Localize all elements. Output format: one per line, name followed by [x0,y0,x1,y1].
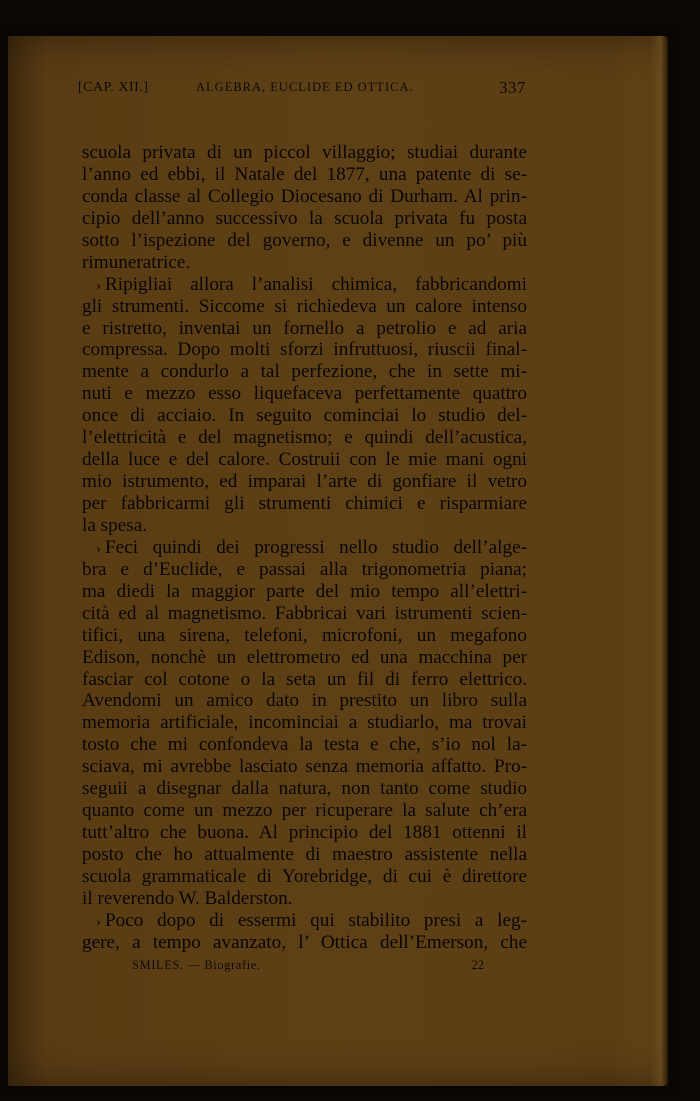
quote-mark: › [96,277,101,294]
text-line: rimuneratrice. [82,251,191,273]
text-line: l’elettricità e del magnetismo; e quindi dell’acustica, [82,427,527,449]
text-line: Feci quindi dei progressi nello studio dell’alge- [105,536,527,558]
text-line: tutt’altro che buona. Al principio del 1881 ottenni il [82,822,527,844]
text-line: scuola privata di un piccol villaggio; studiai durante [82,142,527,163]
text-line: once di acciaio. In seguito cominciai lo studio del- [82,405,527,427]
paragraph-start-line [82,274,527,296]
text-line: mio istrumento, ed imparai l’arte di gonfiare il vetro [82,471,527,493]
text-line: memoria artificiale, incominciai a studiarlo, ma trovai [82,712,527,734]
text-line: Edison, nonchè un elettrometro ed una macchina per [82,646,527,668]
chapter-title: ALGEBRA, EUCLIDE ED OTTICA. [196,80,414,94]
text-line: nuti e mezzo esso liquefaceva perfettamente quattro [82,383,527,405]
body-text [82,142,527,954]
text-line: ma diedi la maggior parte del mio tempo all’elettri- [82,580,527,602]
text-line: e ristretto, inventai un fornello a petrolio e ad aria [82,317,527,339]
text-line: l’anno ed ebbi, il Natale del 1877, una patente di se- [82,163,527,185]
page-number: 337 [499,78,526,97]
sheet-number: 22 [471,958,484,972]
text-line: tosto che mi confondeva la testa e che, s’io nol la- [82,734,527,756]
text-line: seguii a disegnar dalla natura, non tanto come studio [82,778,527,800]
text-line: sciava, mi avrebbe lasciato senza memoria affatto. Pro- [82,756,527,778]
text-line: cipio dell’anno successivo la scuola privata fu posta [82,207,527,229]
text-line: conda classe al Collegio Diocesano di Durham. Al prin- [82,185,527,207]
quote-mark: › [96,540,101,557]
text-line: gere, a tempo avanzato, l’ Ottica dell’Emerson, che [82,931,527,953]
text-line: la spesa. [82,514,148,536]
text-line: cità ed al magnetismo. Fabbricai vari istrumenti scien- [82,602,527,624]
text-line: Poco dopo di essermi qui stabilito presi a leg- [105,909,527,931]
quote-mark: › [96,913,101,930]
text-line: quanto come un mezzo per ricuperare la salute ch’era [82,800,527,822]
text-line: il reverendo W. Balderston. [82,887,293,909]
text-line: mente a condurlo a tal perfezione, che in sette mi- [82,361,527,383]
chapter-label: [CAP. XII.] [78,80,149,95]
running-head [78,80,526,102]
text-line: compressa. Dopo molti sforzi infruttuosi, riuscii final- [82,339,527,361]
text-line: per fabbricarmi gli strumenti chimici e risparmiare [82,493,527,514]
text-line: bra e d’Euclide, e passai alla trigonometria piana; [82,558,527,580]
signature-mark: SMILES. — Biografie. [132,958,261,972]
text-line: Avendomi un amico dato in prestito un libro sulla [82,690,527,712]
text-line: fasciar col cotone o la seta un fil di ferro elettrico. [82,668,527,690]
text-line: scuola grammaticale di Yorebridge, di cui è direttore [82,865,527,887]
text-line: sotto l’ispezione del governo, e divenne un po’ più [82,229,527,251]
paragraph-start-line [82,537,527,559]
page-edge [650,36,668,1086]
text-line: posto che ho attualmente di maestro assistente nella [82,844,527,865]
text-line: della luce e del calore. Costruii con le mie mani ogni [82,449,527,471]
text-line: Ripigliai allora l’analisi chimica, fabbricandomi [105,273,527,295]
text-line: tifici, una sirena, telefoni, microfoni, un megafono [82,624,527,646]
text-line: gli strumenti. Siccome si richiedeva un calore intenso [82,295,527,317]
page-footer [132,958,492,978]
paragraph-start-line [82,910,527,932]
